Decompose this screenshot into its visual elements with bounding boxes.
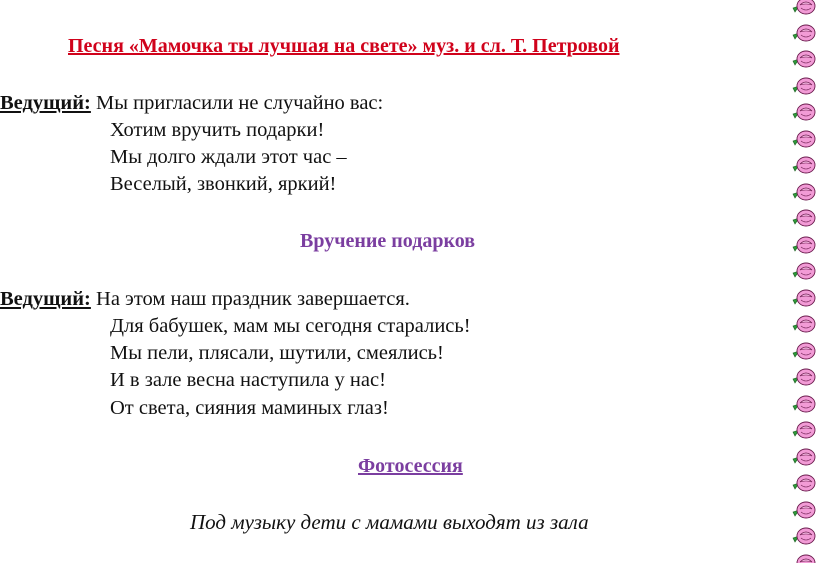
verse-line: На этом наш праздник завершается. bbox=[90, 288, 410, 310]
verse-line: И в зале весна наступила у нас! bbox=[110, 369, 386, 391]
pink-rose-icon bbox=[790, 100, 816, 126]
verse-line: Мы пели, плясали, шутили, смеялись! bbox=[110, 342, 444, 364]
pink-rose-icon bbox=[790, 180, 816, 206]
verse-line: Для бабушек, мам мы сегодня старались! bbox=[110, 315, 471, 337]
pink-rose-icon bbox=[790, 498, 816, 524]
speaker-label: Ведущий: bbox=[0, 92, 91, 114]
speaker-label: Ведущий: bbox=[0, 288, 91, 310]
block1-first-line bbox=[0, 91, 383, 115]
pink-rose-icon bbox=[790, 259, 816, 285]
closing-stage-note: Под музыку дети с мамами выходят из зала bbox=[190, 510, 589, 534]
pink-rose-icon bbox=[790, 233, 816, 259]
pink-rose-icon bbox=[790, 286, 816, 312]
pink-rose-icon bbox=[790, 21, 816, 47]
pink-rose-icon bbox=[790, 0, 816, 20]
pink-rose-icon bbox=[790, 365, 816, 391]
verse-line: Мы долго ждали этот час – bbox=[110, 146, 347, 168]
heading-gifts: Вручение подарков bbox=[300, 230, 476, 252]
pink-rose-icon bbox=[790, 471, 816, 497]
pink-rose-icon bbox=[790, 206, 816, 232]
verse-line: От света, сияния маминых глаз! bbox=[110, 397, 389, 419]
pink-rose-icon bbox=[790, 418, 816, 444]
heading-photo-session: Фотосессия bbox=[358, 455, 463, 477]
pink-rose-icon bbox=[790, 312, 816, 338]
pink-rose-icon bbox=[790, 74, 816, 100]
verse-line: Мы пригласили не случайно вас: bbox=[90, 92, 384, 114]
pink-rose-icon bbox=[790, 524, 816, 550]
pink-rose-icon bbox=[790, 47, 816, 73]
rose-border bbox=[788, 0, 816, 563]
song-title: Песня «Мамочка ты лучшая на свете» муз. и сл. Т. Петровой bbox=[68, 35, 620, 57]
verse-line: Веселый, звонкий, яркий! bbox=[110, 173, 337, 195]
pink-rose-icon bbox=[790, 551, 816, 563]
verse-line: Хотим вручить подарки! bbox=[110, 119, 325, 141]
pink-rose-icon bbox=[790, 392, 816, 418]
pink-rose-icon bbox=[790, 127, 816, 153]
pink-rose-icon bbox=[790, 153, 816, 179]
pink-rose-icon bbox=[790, 445, 816, 471]
block2-first-line bbox=[0, 287, 410, 311]
pink-rose-icon bbox=[790, 339, 816, 365]
